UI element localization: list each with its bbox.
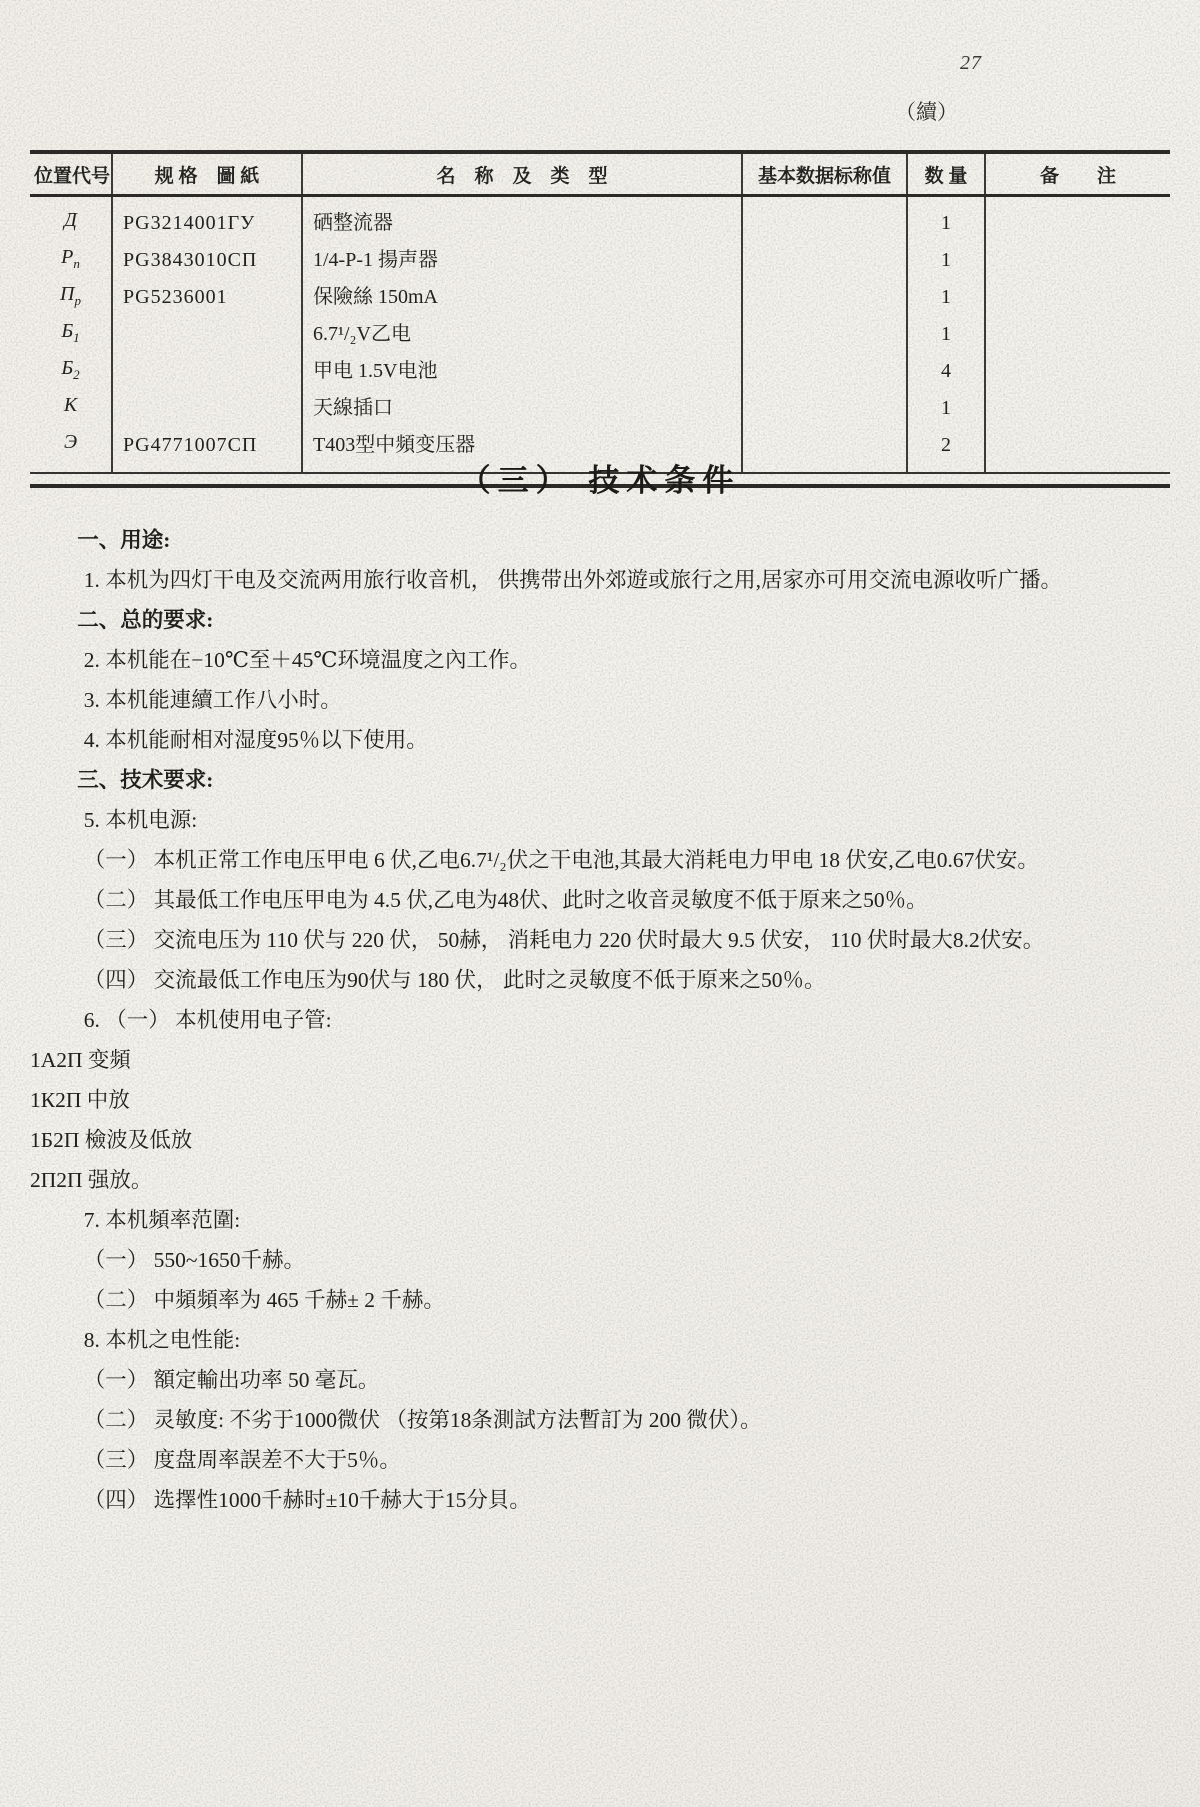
- subhead-technical-req: 三、技术要求:: [77, 768, 214, 792]
- cell-nominal: [742, 242, 907, 279]
- cell-quantity: 1: [907, 390, 985, 427]
- cell-name: 甲电 1.5V电池: [302, 353, 742, 390]
- cell-nominal: [742, 316, 907, 353]
- cell-nominal: [742, 279, 907, 316]
- col-header-position-code: 位置代号: [30, 152, 112, 196]
- clause-8-item-2: （二） 灵敏度: 不劣于1000微伏 （按第18条測試方法暫訂为 200 微伏）。: [83, 1408, 762, 1432]
- tube-list-item-3: 1Б2П 檢波及低放: [30, 1128, 193, 1152]
- cell-name: Т403型中頻变压器: [302, 427, 742, 473]
- col-header-quantity: 数 量: [907, 152, 985, 196]
- clause-2: 2. 本机能在−10℃至＋45℃环境温度之內工作。: [83, 648, 531, 672]
- table-row: [30, 353, 1170, 390]
- clause-5-item-1: （一） 本机正常工作电压甲电 6 伏,乙电6.7¹/₂伏之干电池,其最大消耗电力甲电 18 伏安,乙电0.67伏安。: [83, 848, 1039, 872]
- clause-5: 5. 本机电源:: [83, 808, 198, 832]
- table-row: [30, 196, 1170, 243]
- continued-mark: （續）: [895, 100, 958, 124]
- cell-position-code: Э: [30, 427, 112, 473]
- clause-6: 6. （一） 本机使用电子管:: [83, 1008, 332, 1032]
- col-header-nominal-value: 基本数据标称值: [742, 152, 907, 196]
- cell-name: 1/4-Р-1 揚声器: [302, 242, 742, 279]
- cell-spec: PG4771007СП: [112, 427, 302, 473]
- cell-position-code: $Б_2$: [61, 357, 80, 382]
- cell-position-code: Д: [64, 209, 77, 231]
- section-title: （三） 技术条件: [459, 463, 741, 498]
- cell-position-code: $П_р$: [60, 283, 81, 308]
- cell-nominal: [742, 196, 907, 243]
- cell-quantity: 1: [907, 242, 985, 279]
- clause-7-item-2: （二） 中頻頻率为 465 千赫± 2 千赫。: [83, 1288, 445, 1312]
- cell-note: [985, 316, 1170, 353]
- tube-list-item-1: 1А2П 变頻: [30, 1048, 131, 1072]
- cell-note: [985, 353, 1170, 390]
- cell-quantity: 1: [907, 279, 985, 316]
- cell-position-code: $Р_п$: [61, 246, 80, 271]
- clause-5-item-3: （三） 交流电压为 110 伏与 220 伏， 50赫， 消耗电力 220 伏时最大 9.5 伏安， 110 伏时最大8.2伏安。: [83, 928, 1045, 952]
- table-row: [30, 242, 1170, 279]
- col-header-name-type: 名 称 及 类 型: [302, 152, 742, 196]
- clause-8-item-4: （四） 选擇性1000千赫时±10千赫大于15分貝。: [83, 1488, 531, 1512]
- cell-spec: [112, 316, 302, 353]
- content-area: [30, 455, 1170, 1520]
- cell-spec: PG3214001ГУ: [112, 196, 302, 243]
- clause-7-item-1: （一） 550~1650千赫。: [83, 1248, 306, 1272]
- cell-quantity: 1: [907, 196, 985, 243]
- cell-quantity: 4: [907, 353, 985, 390]
- cell-spec: PG3843010СП: [112, 242, 302, 279]
- table-row: [30, 279, 1170, 316]
- table-row: [30, 316, 1170, 353]
- cell-note: [985, 390, 1170, 427]
- subhead-general-req: 二、总的要求:: [77, 608, 214, 632]
- clause-7: 7. 本机頻率范圍:: [83, 1208, 241, 1232]
- table-row: [30, 390, 1170, 427]
- cell-name: 保險絲 150mA: [302, 279, 742, 316]
- cell-note: [985, 242, 1170, 279]
- clause-8-item-3: （三） 度盘周率誤差不大于5％。: [83, 1448, 401, 1472]
- cell-spec: [112, 390, 302, 427]
- clause-5-item-4: （四） 交流最低工作电压为90伏与 180 伏， 此时之灵敏度不低于原来之50％。: [83, 968, 826, 992]
- cell-name: 6.7¹/₂V乙电: [302, 316, 742, 353]
- page-number: 27: [960, 52, 982, 74]
- clause-5-item-2: （二） 其最低工作电压甲电为 4.5 伏,乙电为48伏、此时之收音灵敏度不低于原来之50％。: [83, 888, 928, 912]
- tube-list-item-4: 2П2П 强放。: [30, 1168, 153, 1192]
- clause-8: 8. 本机之电性能:: [83, 1328, 241, 1352]
- cell-position-code: К: [63, 394, 78, 416]
- tube-list-item-2: 1К2П 中放: [30, 1088, 130, 1112]
- cell-nominal: [742, 390, 907, 427]
- col-header-spec-drawing: 规 格 圖 紙: [112, 152, 302, 196]
- clause-4: 4. 本机能耐相对湿度95％以下使用。: [83, 728, 428, 752]
- clause-8-item-1: （一） 額定輸出功率 50 毫瓦。: [83, 1368, 380, 1392]
- cell-spec: PG5236001: [112, 279, 302, 316]
- cell-note: [985, 196, 1170, 243]
- cell-nominal: [742, 353, 907, 390]
- cell-quantity: 1: [907, 316, 985, 353]
- cell-position-code: $Б_1$: [61, 320, 80, 345]
- cell-note: [985, 279, 1170, 316]
- subhead-usage: 一、用途:: [77, 528, 171, 552]
- cell-spec: [112, 353, 302, 390]
- col-header-remarks: 备 注: [985, 152, 1170, 196]
- table-header-row: [30, 152, 1170, 196]
- cell-name: 天線插口: [302, 390, 742, 427]
- clause-3: 3. 本机能連續工作八小时。: [83, 688, 342, 712]
- clause-1: 1. 本机为四灯干电及交流两用旅行收音机， 供携带出外郊遊或旅行之用,居家亦可用交流电源收听广播。: [83, 568, 1063, 592]
- cell-name: 硒整流器: [302, 196, 742, 243]
- cell-quantity: 2: [907, 427, 985, 473]
- components-table: [30, 150, 1170, 488]
